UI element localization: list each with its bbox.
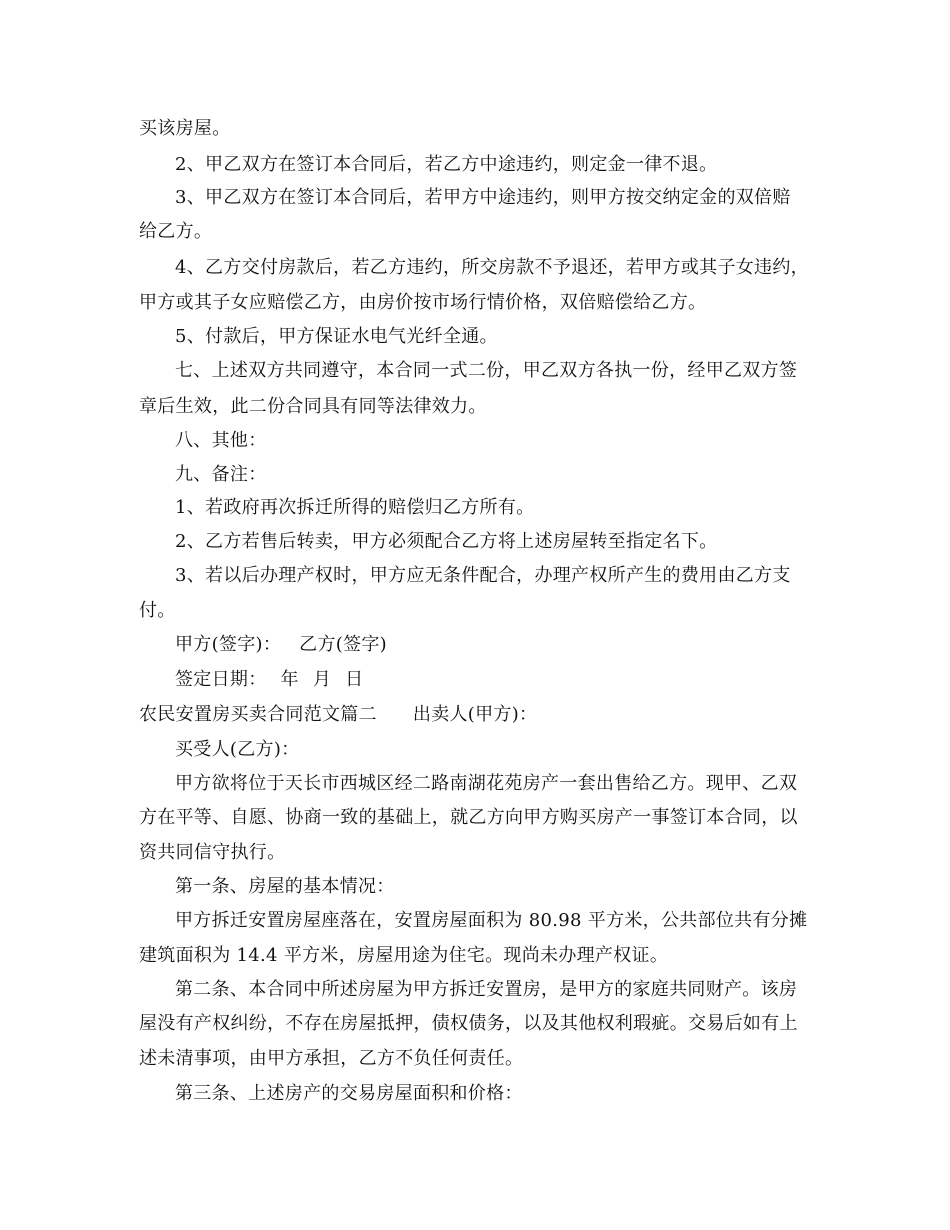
paragraph-line: 买受人(乙方)：: [175, 739, 300, 760]
day-label: 日: [345, 669, 364, 690]
paragraph-line: 建筑面积为 14.4 平方米，房屋用途为住宅。现尚未办理产权证。: [139, 945, 669, 966]
seller-label: 出卖人(甲方)：: [412, 704, 538, 725]
party-a-signature-label: 甲方(签字)：: [175, 634, 282, 655]
paragraph-line: 甲方拆迁安置房屋座落在，安置房屋面积为 80.98 平方米，公共部位共有分摊: [175, 910, 808, 931]
paragraph-line: 第二条、本合同中所述房屋为甲方拆迁安置房，是甲方的家庭共同财产。该房: [175, 979, 798, 1000]
signing-date-label: 签定日期：: [175, 669, 267, 690]
paragraph-line: 八、其他：: [175, 430, 267, 451]
paragraph-line: 甲方或其子女应赔偿乙方，由房价按市场行情价格，双倍赔偿给乙方。: [139, 292, 707, 313]
year-label: 年: [280, 669, 299, 690]
month-label: 月: [312, 669, 332, 690]
contract-section-title: 农民安置房买卖合同范文篇二: [139, 704, 377, 725]
paragraph-line: 2、甲乙双方在签订本合同后，若乙方中途违约，则定金一律不退。: [175, 154, 718, 175]
paragraph-line: 资共同信守执行。: [139, 842, 286, 863]
signing-date-line: [175, 669, 815, 691]
party-b-signature-label: 乙方(签字): [299, 634, 388, 655]
paragraph-line: 述未清事项，由甲方承担，乙方不负任何责任。: [139, 1048, 524, 1069]
paragraph-line: 章后生效，此二份合同具有同等法律效力。: [139, 396, 487, 417]
paragraph-line: 5、付款后，甲方保证水电气光纤全通。: [175, 326, 498, 347]
signature-line: [175, 634, 815, 656]
paragraph-line: 买该房屋。: [139, 118, 231, 139]
paragraph-line: 2、乙方若售后转卖，甲方必须配合乙方将上述房屋转至指定名下。: [175, 531, 718, 552]
paragraph-line: 第一条、房屋的基本情况：: [175, 876, 395, 897]
paragraph-line: 七、上述双方共同遵守，本合同一式二份，甲乙双方各执一份，经甲乙双方签: [175, 360, 798, 381]
paragraph-line: 屋没有产权纠纷，不存在房屋抵押，债权债务，以及其他权利瑕疵。交易后如有上: [139, 1013, 798, 1034]
section-title-line: [139, 704, 819, 726]
paragraph-line: 给乙方。: [139, 221, 213, 242]
paragraph-line: 第三条、上述房产的交易房屋面积和价格：: [175, 1083, 523, 1104]
paragraph-line: 付。: [139, 600, 176, 621]
paragraph-line: 3、甲乙双方在签订本合同后，若甲方中途违约，则甲方按交纳定金的双倍赔: [175, 187, 791, 208]
paragraph-line: 3、若以后办理产权时，甲方应无条件配合，办理产权所产生的费用由乙方支: [175, 565, 791, 586]
paragraph-line: 1、若政府再次拆迁所得的赔偿归乙方所有。: [175, 497, 535, 518]
paragraph-line: 九、备注：: [175, 464, 267, 485]
paragraph-line: 甲方欲将位于天长市西城区经二路南湖花苑房产一套出售给乙方。现甲、乙双: [175, 773, 798, 794]
paragraph-line: 4、乙方交付房款后，若乙方违约，所交房款不予退还，若甲方或其子女违约，: [175, 257, 809, 278]
paragraph-line: 方在平等、自愿、协商一致的基础上，就乙方向甲方购买房产一事签订本合同，以: [139, 807, 798, 828]
